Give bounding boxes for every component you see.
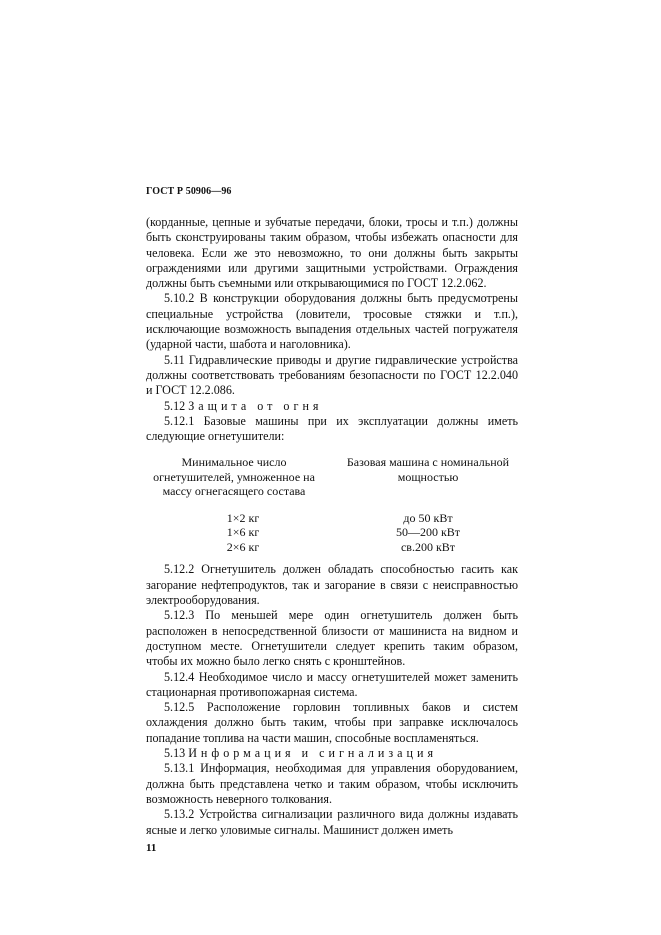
paragraph-5-11: 5.11 Гидравлические приводы и другие гидравлические устройства должны соответствовать требованиям безопасности по ГОСТ 12.2.040 и ГОСТ 12.2.086. bbox=[146, 352, 518, 398]
section-number: 5.13 bbox=[164, 746, 186, 761]
section-heading-5-12 bbox=[146, 399, 518, 414]
paragraph-5-12-5: 5.12.5 Расположение горловин топливных баков и систем охлаждения должно быть таким, чтобы при заправке исключалось попадание топлива на части машин, способные воспламеняться. bbox=[146, 700, 518, 745]
paragraph-5-12-2: 5.12.2 Огнетушитель должен обладать способностью гасить как загорание нефтепродуктов, так и загорание в связи с неисправностью электрооборудования. bbox=[146, 562, 518, 608]
paragraph-5-12-4: 5.12.4 Необходимое число и массу огнетушителей может заменить стационарная противопожарная система. bbox=[146, 669, 518, 699]
table-cell-power: св.200 кВт bbox=[400, 539, 456, 554]
extinguisher-table-header bbox=[146, 455, 518, 499]
paragraph-guards: (корданные, цепные и зубчатые передачи, блоки, тросы и т.п.) должны быть сконструированы таким образом, чтобы избежать опасности для человека. Если же это невозможно, то они должны быть закрыты ограждениями или другими защитными устройствами. Ограждения должны быть съемными или открывающимися по ГОСТ 12.2.062. bbox=[146, 215, 518, 291]
section-number: 5.12 bbox=[164, 398, 186, 413]
table-cell-mass: 2×6 кг bbox=[226, 539, 260, 554]
extinguisher-table-body bbox=[146, 511, 518, 555]
table-cell-mass: 1×2 кг bbox=[226, 510, 260, 525]
paragraph-5-13-2: 5.13.2 Устройства сигнализации различного вида должны издавать ясные и легко уловимые сигналы. Машинист должен иметь bbox=[146, 807, 518, 837]
section-title: Информация и сигнализация bbox=[188, 746, 438, 761]
table-header-mass: Минимальное число огнетушителей, умноженное на массу огнегасящего состава bbox=[153, 455, 315, 499]
document-header: ГОСТ Р 50906—96 bbox=[146, 186, 232, 197]
document-page bbox=[146, 186, 518, 854]
paragraph-5-13-1: 5.13.1 Информация, необходимая для управления оборудованием, должна быть представлена четко и таким образом, чтобы исключить возможность неверного толкования. bbox=[146, 761, 518, 806]
paragraph-5-12-1: 5.12.1 Базовые машины при их эксплуатации должны иметь следующие огнетушители: bbox=[146, 413, 518, 444]
section-heading-5-13 bbox=[146, 746, 518, 761]
table-cell-power: 50—200 кВт bbox=[395, 525, 461, 540]
section-title: Защита от огня bbox=[188, 398, 323, 413]
paragraph-5-12-3: 5.12.3 По меньшей мере один огнетушитель должен быть расположен в непосредственной близости от машиниста на видном и доступном месте. Огнетушители следует крепить таким образом, чтобы их можно было легко снять с кронштейнов. bbox=[146, 608, 518, 669]
paragraph-5-10-2: 5.10.2 В конструкции оборудования должны быть предусмотрены специальные устройства (ловители, тросовые стяжки и т.п.), исключающие возможность выпадения отдельных частей погружателя (ударной части, шабота и наголовника). bbox=[146, 291, 518, 352]
table-cell-power: до 50 кВт bbox=[403, 510, 453, 525]
table-header-power: Базовая машина с номинальной мощностью bbox=[346, 455, 510, 484]
table-cell-mass: 1×6 кг bbox=[226, 525, 260, 540]
page-number: 11 bbox=[146, 841, 157, 854]
